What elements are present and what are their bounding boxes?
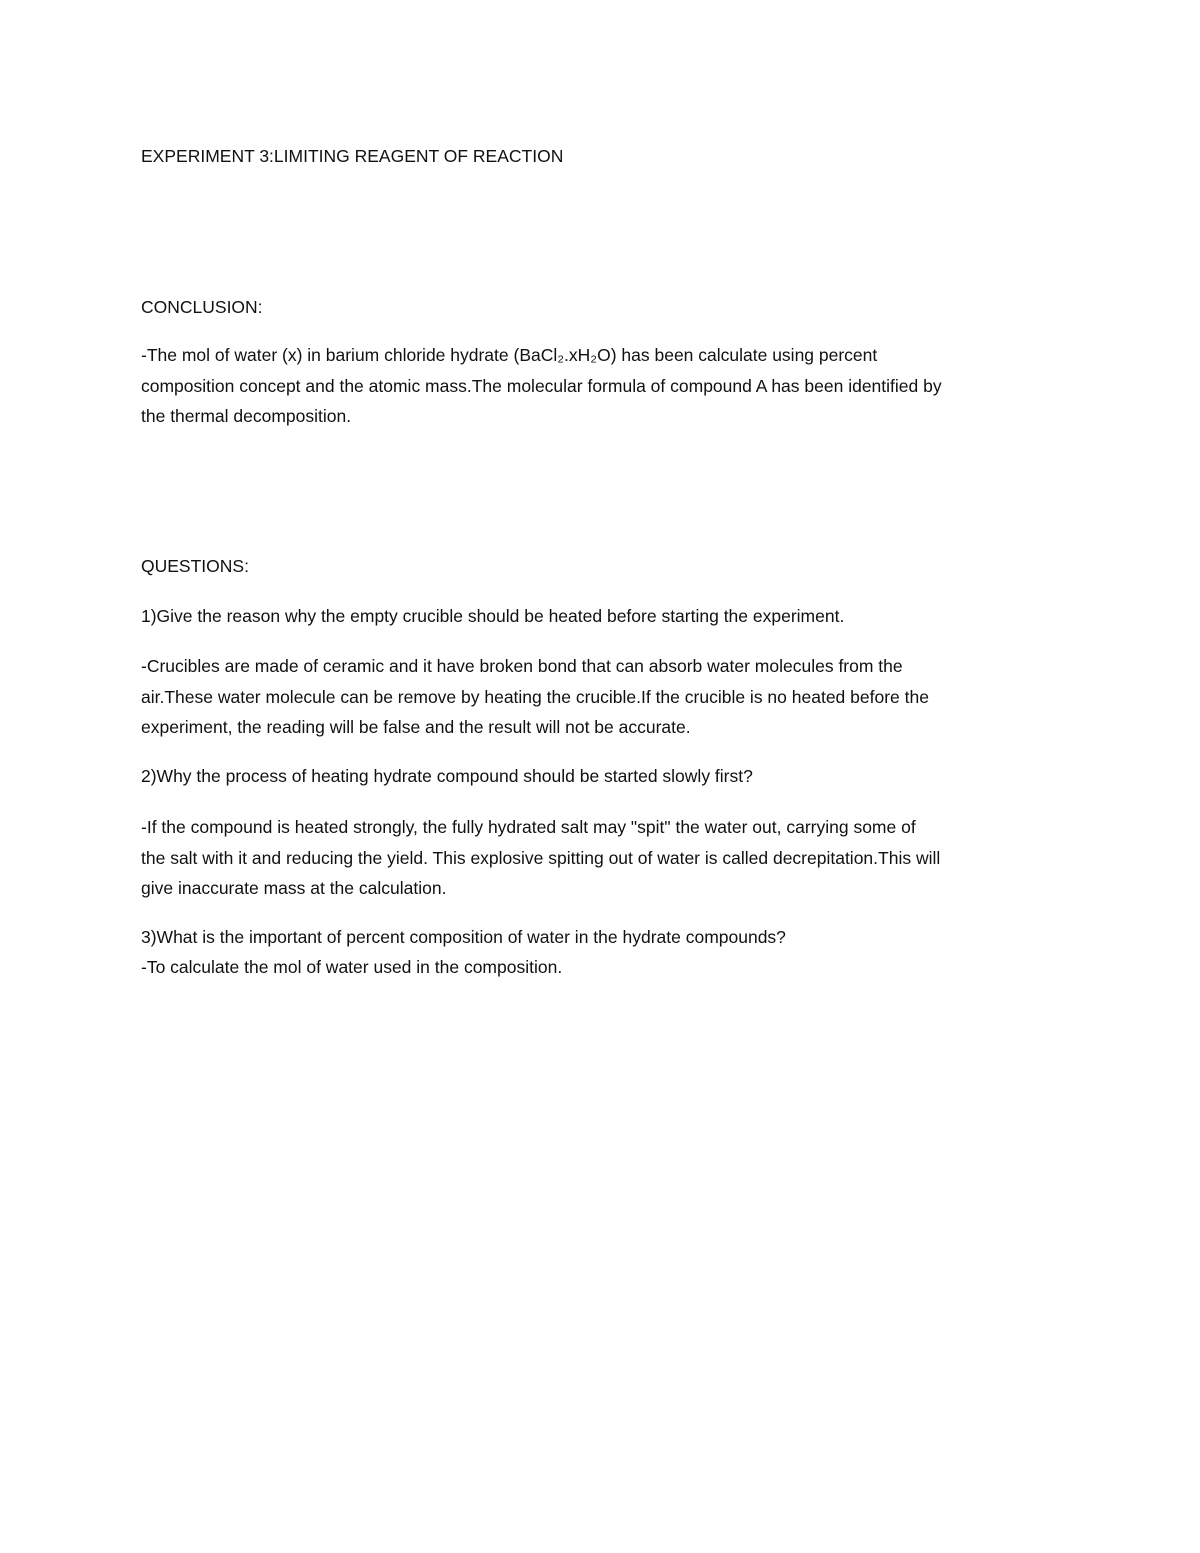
answer-line: air.These water molecule can be remove by heating the crucible.If the crucible is no heated before the xyxy=(141,686,929,707)
answer-line: give inaccurate mass at the calculation. xyxy=(141,878,447,898)
answer-line: -Crucibles are made of ceramic and it have broken bond that can absorb water molecules from the xyxy=(141,656,903,676)
answer-1 xyxy=(141,651,1061,743)
question-3: 3)What is the important of percent composition of water in the hydrate compounds? xyxy=(141,927,786,947)
conclusion-line: -The mol of water (x) in barium chloride hydrate (BaCl₂.xH₂O) has been calculate using percent xyxy=(141,345,878,365)
conclusion-heading: CONCLUSION: xyxy=(141,297,263,317)
conclusion-line: composition concept and the atomic mass.The molecular formula of compound A has been identified by xyxy=(141,375,942,396)
answer-2 xyxy=(141,812,1061,904)
conclusion-line: the thermal decomposition. xyxy=(141,406,352,426)
answer-3: -To calculate the mol of water used in the composition. xyxy=(141,957,563,977)
answer-line: -If the compound is heated strongly, the fully hydrated salt may "spit" the water out, carrying some of xyxy=(141,817,916,837)
document-title: EXPERIMENT 3:LIMITING REAGENT OF REACTION xyxy=(141,146,564,166)
question-1: 1)Give the reason why the empty crucible should be heated before starting the experiment. xyxy=(141,606,845,626)
questions-heading: QUESTIONS: xyxy=(141,556,249,576)
conclusion-paragraph xyxy=(141,340,1061,432)
answer-line: the salt with it and reducing the yield. This explosive spitting out of water is called decrepitation.This will xyxy=(141,847,941,868)
question-2: 2)Why the process of heating hydrate compound should be started slowly first? xyxy=(141,766,753,786)
answer-line: experiment, the reading will be false and the result will not be accurate. xyxy=(141,717,691,737)
